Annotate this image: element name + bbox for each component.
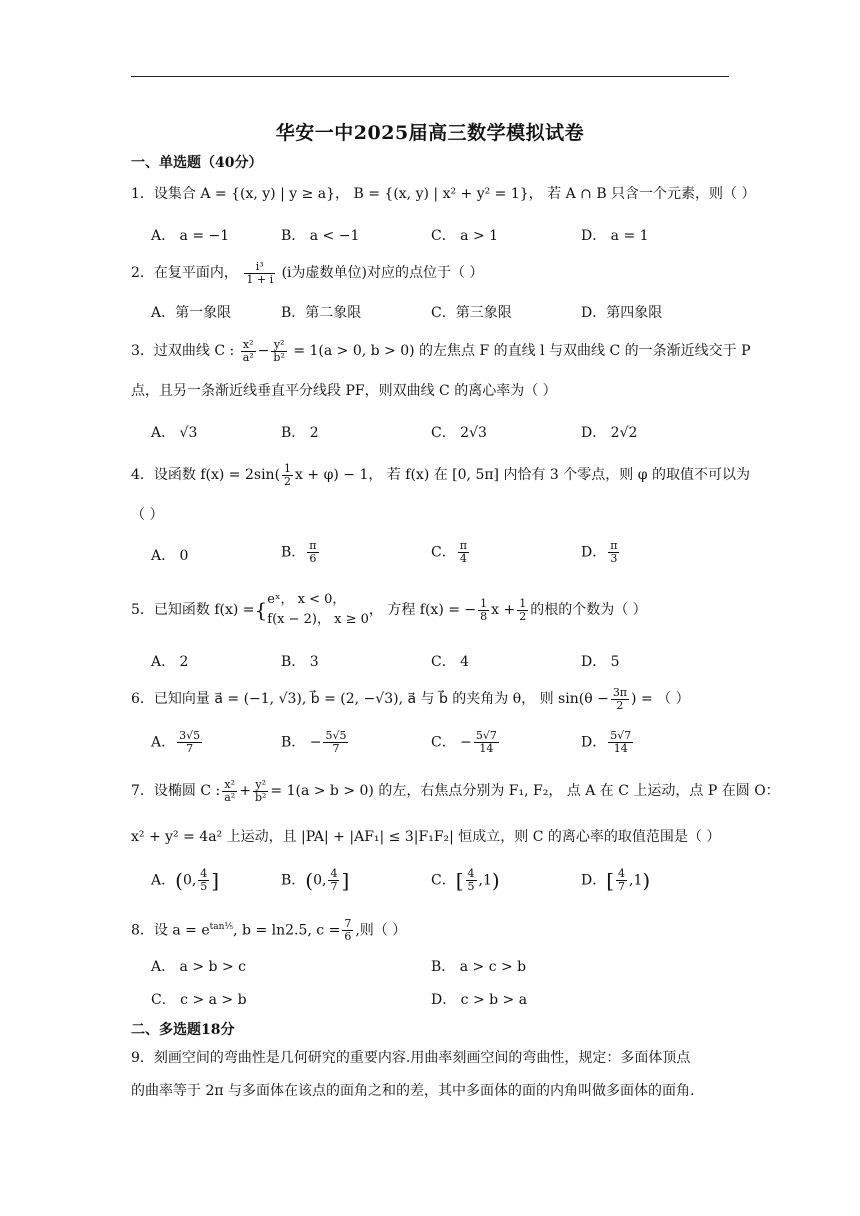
q8-frac bbox=[342, 918, 353, 943]
q7-fx-num: x² bbox=[222, 779, 237, 792]
q3-frac-x-den: a² bbox=[242, 350, 254, 364]
q7-frac-y bbox=[253, 779, 268, 804]
q6-d-den: 14 bbox=[613, 742, 628, 755]
q5-case-1: eˣ， x < 0， bbox=[267, 592, 346, 607]
question-8 bbox=[131, 912, 731, 946]
q4-option-c bbox=[431, 540, 471, 565]
q4-d-num: π bbox=[610, 539, 618, 552]
q4-option-d bbox=[581, 540, 621, 565]
q5-frac-eighth bbox=[478, 598, 489, 623]
q5-f1-den: 8 bbox=[480, 609, 488, 623]
q8-option-b: B． a > c > b bbox=[431, 959, 527, 975]
q4-stem-b: x + φ) − 1， 若 f(x) 在 [0, 5π] 内恰有 3 个零点，则 φ 的取值不可以为 bbox=[295, 467, 750, 483]
q7-d-open: [ bbox=[606, 868, 615, 893]
q3-stem-a: 3．过双曲线 C : bbox=[131, 343, 235, 359]
q4-b-num: π bbox=[309, 539, 317, 552]
q5-frac-half bbox=[517, 598, 528, 623]
q5-stem-b: ， 方程 f(x) = − bbox=[368, 602, 477, 618]
q2-option-b: B．第二象限 bbox=[281, 305, 362, 321]
q7-fy-num: y² bbox=[253, 779, 268, 792]
q5-cases bbox=[267, 590, 369, 630]
q7-a-open: ( bbox=[175, 868, 183, 893]
q8-stem-b: , b = ln2.5, c = bbox=[233, 922, 341, 939]
q3-stem-b: = 1(a > 0, b > 0) 的左焦点 F 的直线 l 与双曲线 C 的一条渐近线交于 P bbox=[293, 343, 751, 359]
header-rule bbox=[131, 76, 729, 77]
q7-d-frac bbox=[616, 868, 627, 893]
q7-a-den: 5 bbox=[200, 880, 208, 893]
q6-b-num: 5√5 bbox=[325, 729, 347, 742]
q8-option-d: D． c > b > a bbox=[431, 992, 528, 1008]
q6-option-a bbox=[151, 730, 204, 755]
q6-c-frac bbox=[474, 730, 499, 755]
q6-option-d bbox=[581, 730, 635, 755]
q5-case-2: f(x − 2)， x ≥ 0 bbox=[267, 612, 369, 627]
q7-option-d: D．[ $\frac{4}{7}$ ,1) bbox=[581, 867, 651, 893]
q7-a-frac bbox=[198, 868, 209, 893]
q3-frac-x bbox=[241, 339, 256, 364]
section-multi-choice: 二、多选题18分 bbox=[131, 1022, 235, 1038]
q4-d-den: 3 bbox=[610, 552, 618, 565]
q7-stem-a: 7．设椭圆 C : bbox=[131, 783, 221, 799]
q7-fx-den: a² bbox=[224, 790, 236, 804]
q3-option-c: C． 2√3 bbox=[431, 425, 487, 441]
q3-stem-c: 点，且另一条渐近线垂直平分线段 PF，则双曲线 C 的离心率为（ ） bbox=[131, 383, 557, 399]
q8-stem-a: 8．设 a = e bbox=[131, 922, 210, 939]
q6-a-num: 3√5 bbox=[179, 729, 201, 742]
q6-b-den: 7 bbox=[332, 742, 340, 755]
question-1: 1．设集合 A = {(x, y) | y ≥ a}， B = {(x, y) | x² + y² = 1}， 若 A ∩ B 只含一个元素，则（ ） bbox=[131, 186, 756, 202]
q2-option-a: A．第一象限 bbox=[151, 305, 232, 321]
q2-option-d: D．第四象限 bbox=[581, 305, 663, 321]
question-6 bbox=[131, 684, 731, 714]
q7-b-label: B． bbox=[281, 872, 306, 889]
q7-a-num: 4 bbox=[200, 867, 208, 880]
q6-d-num: 5√7 bbox=[610, 729, 632, 742]
q3-frac-y-den: b² bbox=[273, 350, 285, 364]
q4-option-b bbox=[281, 540, 321, 565]
q6-option-c bbox=[431, 730, 501, 755]
q5-f1-num: 1 bbox=[480, 596, 488, 610]
q7-b-num: 4 bbox=[330, 867, 338, 880]
q5-f2-den: 2 bbox=[519, 609, 527, 623]
q7-c-open: [ bbox=[455, 868, 464, 893]
q3-frac-x-num: x² bbox=[241, 339, 256, 352]
question-9-line-2: 的曲率等于 2π 与多面体在该点的面角之和的差，其中多面体的面的内角叫做多面体的面角. bbox=[131, 1083, 695, 1099]
q6-c-label: C． − bbox=[431, 734, 472, 751]
page-title: 华安一中2025届高三数学模拟试卷 bbox=[275, 122, 585, 144]
q8-stem-c: ,则（ ） bbox=[355, 922, 407, 939]
q8-option-a: A． a > b > c bbox=[151, 959, 246, 975]
q7-d-den: 7 bbox=[618, 880, 626, 893]
q7-c-frac bbox=[466, 868, 477, 893]
q7-b-close: ] bbox=[341, 868, 350, 893]
q7-a-label: A． bbox=[151, 872, 176, 889]
q3-option-d: D． 2√2 bbox=[581, 425, 638, 441]
q6-c-den: 14 bbox=[479, 742, 494, 755]
q5-brace: { bbox=[254, 598, 268, 622]
q7-d-label: D． bbox=[581, 872, 607, 889]
q6-stem-a: 6．已知向量 a⃗ = (−1, √3), b⃗ = (2, −√3), a⃗ 与 b⃗ 的夹角为 θ， 则 sin(θ − bbox=[131, 691, 609, 707]
q7-option-c: C．[ $\frac{4}{5}$ ,1) bbox=[431, 867, 500, 893]
q5-stem-a: 5．已知函数 f(x) = bbox=[131, 602, 255, 618]
q7-c-den: 5 bbox=[467, 880, 475, 893]
q7-a-close: ] bbox=[211, 868, 220, 893]
q7-stem-c: x² + y² = 4a² 上运动，且 |PA| + |AF₁| ≤ 3|F₁F₂| 恒成立，则 C 的离心率的取值范围是（ ） bbox=[131, 829, 721, 845]
q2-frac-num: i³ bbox=[244, 261, 275, 274]
q2-option-c: C．第三象限 bbox=[431, 305, 512, 321]
q3-frac-y bbox=[271, 339, 286, 364]
q4-d-frac bbox=[608, 540, 619, 565]
q1-option-a: A． a = −1 bbox=[151, 228, 230, 244]
q7-frac-x bbox=[222, 779, 237, 804]
q6-stem-b: ) = （ ） bbox=[631, 691, 690, 707]
q7-b-open: ( bbox=[305, 868, 314, 893]
q5-stem-d: 的根的个数为（ ） bbox=[530, 602, 647, 618]
q8-exponent: tan⅕ bbox=[209, 922, 234, 932]
q7-option-a: A．(0, $\frac{4}{5}$ ] bbox=[151, 867, 220, 893]
q6-a-label: A． bbox=[151, 734, 176, 751]
q1-option-c: C． a > 1 bbox=[431, 228, 499, 244]
q4-stem-c: （ ） bbox=[131, 507, 164, 523]
question-3: 3．过双曲线 C : $\frac{\text{x²}}{\text{a²}}$ − $\frac{\text{y²}}{\text{b²}}$ = 1(a > 0, b > 0) 的左焦点 F 的直线 l 与双曲线 C 的一条渐近线交于 P bbox=[131, 337, 751, 364]
q7-b-frac bbox=[328, 868, 339, 893]
q3-option-a: A． √3 bbox=[151, 425, 198, 441]
q6-f-den: 2 bbox=[616, 698, 624, 712]
q2-stem-b: (i为虚数单位)对应的点位于（ ） bbox=[281, 265, 484, 281]
question-9-line-1: 9．刻画空间的弯曲性是几何研究的重要内容.用曲率刻画空间的弯曲性，规定：多面体顶点 bbox=[131, 1050, 691, 1066]
q5-stem-c: x + bbox=[491, 602, 516, 618]
q2-stem-a: 2．在复平面内， bbox=[131, 265, 238, 281]
q7-c-label: C． bbox=[431, 872, 456, 889]
q5-option-b: B． 3 bbox=[281, 654, 319, 670]
question-2 bbox=[131, 258, 731, 288]
q8-option-c: C． c > a > b bbox=[151, 992, 247, 1008]
question-7: 7．设椭圆 C : $\frac{\text{x²}}{\text{a²}}$ + $\frac{\text{y²}}{\text{b²}}$ = 1(a > b > 0) 的左，右焦点分别为 F₁, F₂， 点 A 在 C 上运动，点 P 在圆 O： bbox=[131, 777, 780, 804]
q7-fy-den: b² bbox=[254, 790, 267, 804]
question-4 bbox=[131, 460, 750, 490]
q7-c-close: ) bbox=[491, 868, 500, 893]
q4-c-num: π bbox=[459, 539, 467, 552]
q6-f-num: 3π bbox=[612, 685, 628, 699]
q4-c-den: 4 bbox=[459, 552, 467, 565]
q5-f2-num: 1 bbox=[519, 596, 527, 610]
q6-c-num: 5√7 bbox=[475, 729, 497, 742]
q6-frac-3pi2 bbox=[611, 687, 629, 712]
q7-option-b: B．(0, $\frac{4}{7}$ ] bbox=[281, 867, 350, 893]
q8-num: 7 bbox=[344, 917, 352, 931]
q6-option-b bbox=[281, 730, 350, 755]
q7-stem-b: = 1(a > b > 0) 的左，右焦点分别为 F₁, F₂， 点 A 在 C 上运动，点 P 在圆 O： bbox=[270, 783, 780, 799]
q7-b-den: 7 bbox=[330, 880, 338, 893]
q4-b-den: 6 bbox=[309, 552, 317, 565]
q3-frac-y-num: y² bbox=[271, 339, 286, 352]
q6-a-den: 7 bbox=[186, 742, 194, 755]
q7-c-num: 4 bbox=[467, 867, 475, 880]
q8-den: 6 bbox=[344, 930, 352, 944]
q6-d-frac bbox=[608, 730, 633, 755]
q7-d-num: 4 bbox=[618, 867, 626, 880]
q5-option-a: A． 2 bbox=[151, 654, 189, 670]
q6-b-label: B． − bbox=[281, 734, 322, 751]
q4-c-frac bbox=[458, 540, 469, 565]
q1-option-b: B． a < −1 bbox=[281, 228, 360, 244]
question-5 bbox=[131, 590, 731, 630]
q6-a-frac bbox=[177, 730, 202, 755]
q4-frac-num: 1 bbox=[284, 461, 292, 475]
q2-fraction bbox=[244, 261, 275, 286]
q4-option-d-label: D． bbox=[581, 544, 607, 561]
q4-option-a: A． 0 bbox=[151, 548, 189, 564]
q4-b-frac bbox=[307, 540, 318, 565]
q4-option-c-label: C． bbox=[431, 544, 456, 561]
q3-option-b: B． 2 bbox=[281, 425, 319, 441]
q2-frac-den: 1 + i bbox=[246, 272, 274, 286]
q4-frac-den: 2 bbox=[284, 474, 292, 488]
q6-b-frac bbox=[323, 730, 348, 755]
section-single-choice: 一、单选题（40分） bbox=[131, 155, 263, 171]
q6-d-label: D． bbox=[581, 734, 607, 751]
q4-option-b-label: B． bbox=[281, 544, 306, 561]
q1-option-d: D． a = 1 bbox=[581, 228, 649, 244]
q4-stem-a: 4．设函数 f(x) = 2sin( bbox=[131, 467, 281, 483]
q4-frac-half bbox=[282, 463, 293, 488]
q7-d-close: ) bbox=[642, 868, 651, 893]
q5-option-c: C． 4 bbox=[431, 654, 470, 670]
q5-option-d: D． 5 bbox=[581, 654, 620, 670]
